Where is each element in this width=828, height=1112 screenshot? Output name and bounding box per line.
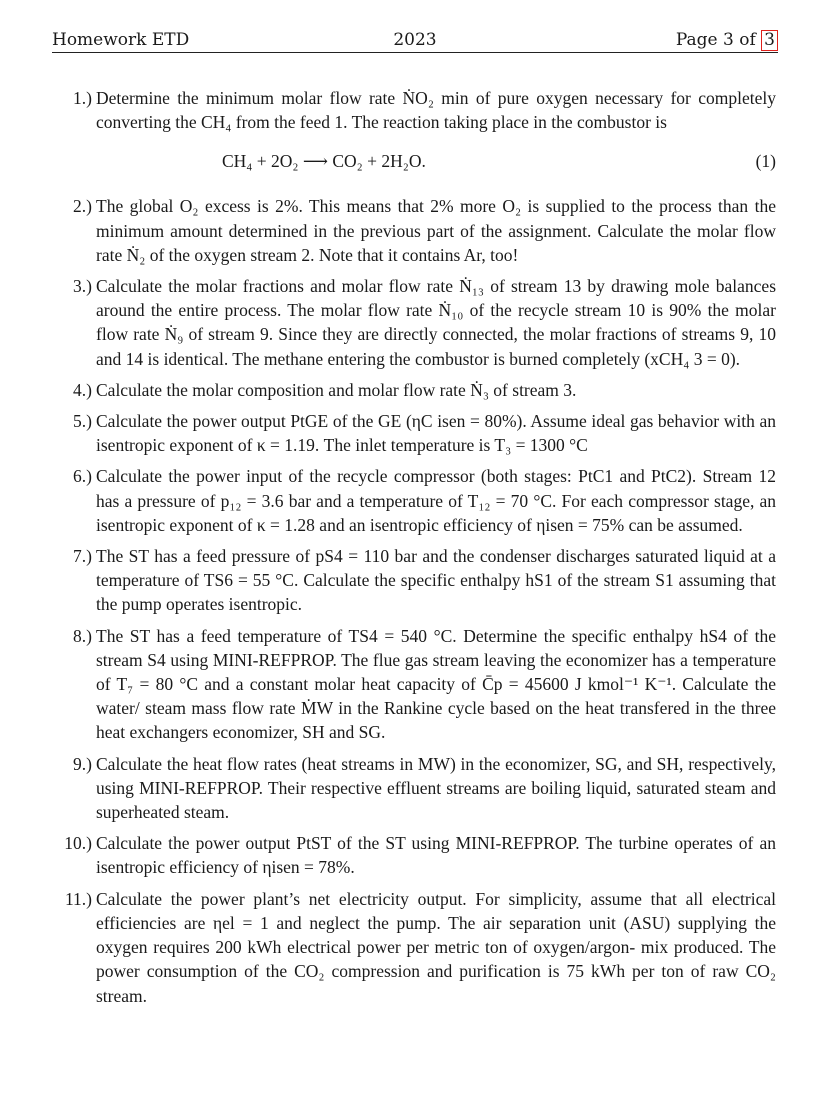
task-line: has a temperature of T₇ = 80 °C and a constant molar heat capacity of C̄p = bbox=[96, 649, 776, 695]
task-line: Calculate the power output PtST of the ST using MINI-REFPROP. The turbine operates bbox=[96, 833, 733, 854]
task-line: Calculate the power output PtGE of the GE (ηC isen = 80%). Assume ideal gas behavior bbox=[96, 411, 720, 432]
header-page-indicator bbox=[676, 30, 778, 51]
task-item-4 bbox=[58, 378, 776, 402]
task-text bbox=[96, 378, 776, 402]
task-number: 3.) bbox=[73, 276, 92, 297]
task-line: ηisen = 75% can be assumed. bbox=[536, 514, 743, 535]
equation-text: CH₄ + 2O₂ ⟶ CO₂ + 2H₂O. bbox=[222, 151, 426, 172]
task-line: electrical efficiencies are ηel = 1 and neglect the pump. The air separation unit (ASU) bbox=[96, 888, 776, 933]
task-number: 5.) bbox=[73, 411, 92, 432]
task-line: respectively, using MINI-REFPROP. Their respective effluent streams are boiling liquid, bbox=[96, 753, 776, 798]
total-pages-link[interactable]: 3 bbox=[761, 30, 778, 51]
task-text bbox=[96, 544, 776, 617]
task-item-3 bbox=[58, 274, 776, 371]
task-line: of an isentropic efficiency of ηisen = 78%. bbox=[96, 833, 776, 878]
task-line: 90% the molar flow rate Ṅ₉ of stream 9. Since they are directly connected, the molar bbox=[96, 300, 777, 345]
task-line: Stream 12 has a pressure of p₁₂ = 3.6 bar and a temperature of T₁₂ = 70 °C. For each bbox=[96, 466, 776, 511]
task-text bbox=[96, 194, 776, 267]
task-line: stream S1 assuming that the pump operates isentropic. bbox=[96, 570, 777, 615]
task-item-5 bbox=[58, 409, 776, 457]
task-line: The ST has a feed temperature of TS4 = 540 °C. Determine the specific enthalpy hS4 bbox=[96, 625, 727, 646]
task-number: 11.) bbox=[64, 888, 92, 909]
task-line: mix produced. The power consumption of the CO₂ compression and purification is bbox=[96, 937, 776, 982]
task-line: Calculate the power plant’s net electricity output. For simplicity, assume that all bbox=[96, 888, 704, 909]
task-number: 1.) bbox=[73, 88, 92, 108]
task-text bbox=[96, 409, 776, 457]
task-number: 6.) bbox=[73, 466, 92, 487]
task-line: with an isentropic exponent of κ = 1.19. The inlet temperature is T₃ = 1300 °C bbox=[96, 411, 776, 456]
task-line: Calculate the molar composition and molar flow rate Ṅ₃ of stream 3. bbox=[96, 379, 577, 400]
task-number: 8.) bbox=[73, 625, 92, 646]
task-text bbox=[96, 752, 776, 825]
task-line: balances around the entire process. The molar flow rate Ṅ₁₀ of the recycle stream 10 is bbox=[96, 276, 777, 321]
task-line: saturated steam and superheated steam. bbox=[96, 777, 776, 823]
task-line: 45600 J kmol⁻¹ K⁻¹. Calculate the water/ steam mass flow rate ṀW in the Rankine bbox=[96, 674, 776, 719]
task-text bbox=[96, 464, 776, 537]
task-line: Determine the minimum molar flow rate ṄO₂ min of pure oxygen necessary for completely bbox=[96, 88, 776, 108]
page-label: Page 3 of bbox=[675, 30, 762, 50]
task-number: 10.) bbox=[64, 833, 92, 854]
task-text bbox=[96, 887, 776, 1008]
header-year: 2023 bbox=[393, 30, 437, 50]
task-item-11 bbox=[58, 887, 776, 1008]
task-item-6 bbox=[58, 464, 776, 537]
task-item-10 bbox=[58, 831, 776, 879]
task-line: compressor stage, an isentropic exponent of κ = 1.28 and an isentropic efficiency of bbox=[96, 490, 777, 535]
page-header bbox=[52, 28, 778, 53]
task-line: Calculate the molar fractions and molar flow rate Ṅ₁₃ of stream 13 by drawing mole bbox=[96, 276, 710, 297]
task-line: Calculate the heat flow rates (heat streams in MW) in the economizer, SG, and SH, bbox=[96, 753, 684, 774]
task-item-1 bbox=[58, 86, 776, 173]
task-line: the minimum amount determined in the previous part of the assignment. Calculate the bbox=[96, 196, 776, 241]
task-number: 4.) bbox=[73, 379, 92, 400]
task-text bbox=[96, 624, 776, 745]
assignment-list bbox=[58, 86, 776, 1015]
task-item-7 bbox=[58, 544, 776, 617]
task-line: liquid at a temperature of TS6 = 55 °C. Calculate the specific enthalpy hS1 of the bbox=[96, 546, 776, 591]
task-line: supplying the oxygen requires 200 kWh electrical power per metric ton of oxygen/argon- bbox=[96, 912, 776, 958]
reaction-equation bbox=[96, 149, 776, 173]
task-line: burned completely (xCH₄ 3 = 0). bbox=[509, 348, 741, 369]
equation-number: (1) bbox=[755, 151, 776, 172]
task-text bbox=[96, 86, 776, 134]
task-line: of the stream S4 using MINI-REFPROP. The flue gas stream leaving the economizer bbox=[96, 625, 776, 670]
task-number: 2.) bbox=[73, 196, 92, 217]
task-item-8 bbox=[58, 624, 776, 745]
task-text bbox=[96, 831, 776, 879]
task-line: molar flow rate Ṅ₂ of the oxygen stream 2. Note that it contains Ar, too! bbox=[96, 220, 777, 265]
task-line: The ST has a feed pressure of pS4 = 110 bar and the condenser discharges saturated bbox=[96, 546, 699, 567]
task-line: cycle based on the heat transfered in the three heat exchangers economizer, SH and SG. bbox=[96, 698, 776, 743]
task-number: 9.) bbox=[73, 753, 92, 774]
task-text bbox=[96, 274, 776, 371]
task-item-9 bbox=[58, 752, 776, 825]
task-line: fractions of streams 9, 10 and 14 is identical. The methane entering the combustor is bbox=[96, 324, 776, 369]
task-line: Calculate the power input of the recycle compressor (both stages: PtC1 and PtC2). bbox=[96, 466, 697, 487]
task-item-2 bbox=[58, 194, 776, 267]
task-line: The global O₂ excess is 2%. This means that 2% more O₂ is supplied to the process than bbox=[96, 196, 749, 217]
header-course: Homework ETD bbox=[52, 30, 190, 50]
task-line: 75 kWh per ton of raw CO₂ stream. bbox=[96, 961, 776, 1006]
task-line: converting the CH₄ from the feed 1. The reaction taking place in the combustor is bbox=[96, 112, 667, 133]
task-number: 7.) bbox=[73, 546, 92, 567]
